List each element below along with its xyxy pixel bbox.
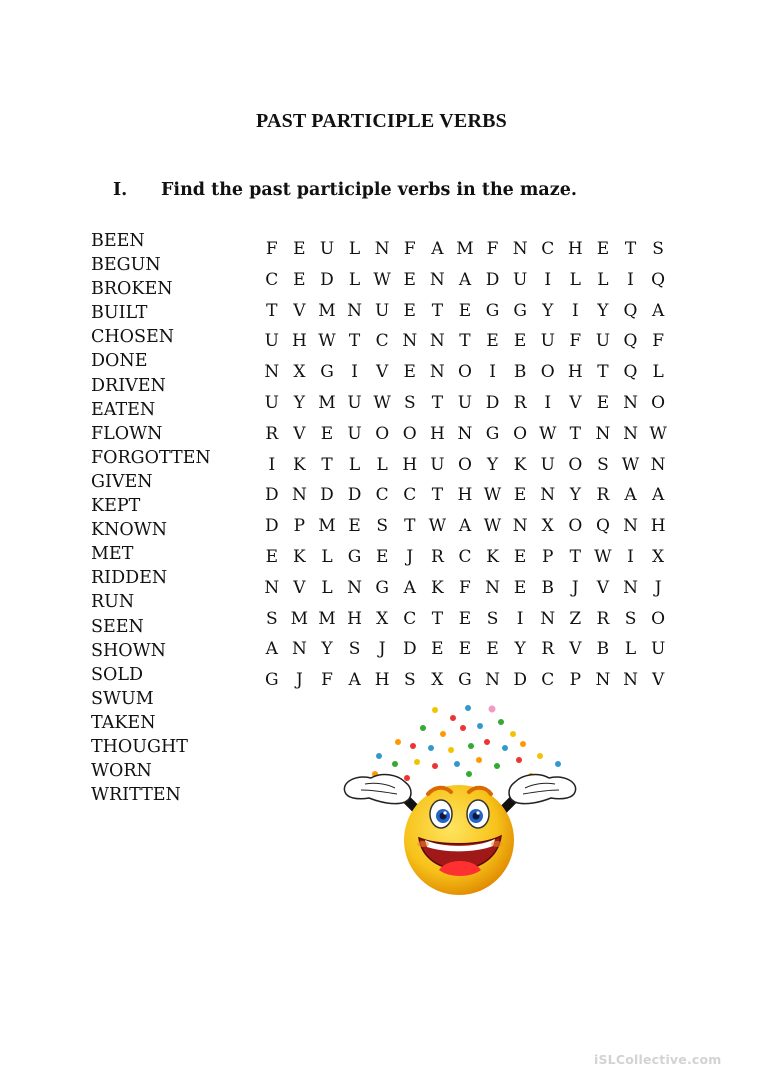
grid-letter: G <box>375 577 389 598</box>
grid-letter: V <box>596 577 610 598</box>
word-list-item: FORGOTTEN <box>91 447 211 468</box>
grid-letter: G <box>485 423 500 444</box>
word-list-item: MET <box>91 544 134 565</box>
grid-letter: N <box>623 670 638 691</box>
word-list-item: RIDDEN <box>91 568 168 589</box>
grid-letter: V <box>293 300 306 321</box>
grid-letter: W <box>594 546 612 567</box>
grid-letter: W <box>373 269 391 290</box>
grid-letter: T <box>597 362 609 383</box>
word-list-item: CHOSEN <box>91 327 175 348</box>
grid-letter: B <box>596 639 610 660</box>
grid-letter: A <box>348 670 361 691</box>
grid-letter: T <box>348 331 361 352</box>
grid-letter: G <box>320 362 334 383</box>
grid-letter: T <box>569 423 581 444</box>
grid-letter: M <box>290 608 309 629</box>
word-list-item: KEPT <box>91 496 141 517</box>
grid-letter: N <box>540 608 556 629</box>
grid-letter: H <box>567 239 583 259</box>
grid-letter: E <box>513 546 527 567</box>
grid-letter: O <box>513 423 528 444</box>
grid-letter: H <box>650 516 666 537</box>
grid-letter: V <box>569 639 582 660</box>
grid-letter: S <box>403 670 416 691</box>
word-list-item: FLOWN <box>91 423 163 444</box>
grid-letter: E <box>486 639 499 660</box>
grid-letter: E <box>513 577 527 598</box>
grid-letter: N <box>374 239 390 259</box>
grid-letter: O <box>375 423 390 444</box>
grid-letter: I <box>544 269 552 290</box>
grid-letter: O <box>402 423 417 444</box>
grid-letter: G <box>513 300 527 321</box>
grid-letter: Q <box>623 331 638 352</box>
grid-letter: C <box>265 269 279 290</box>
grid-letter: O <box>651 608 666 629</box>
grid-letter: R <box>513 392 527 413</box>
grid-letter: L <box>376 454 388 475</box>
grid-letter: Y <box>569 485 581 506</box>
grid-letter: E <box>458 608 472 629</box>
grid-letter: D <box>513 670 527 691</box>
grid-letter: A <box>431 239 444 259</box>
grid-letter: V <box>293 423 306 444</box>
grid-letter: K <box>431 577 444 598</box>
grid-letter: O <box>540 362 555 383</box>
word-list-item: BUILT <box>91 303 148 324</box>
grid-letter: A <box>265 639 278 660</box>
grid-letter: N <box>623 577 638 598</box>
word-list-item: WRITTEN <box>91 785 181 806</box>
grid-letter: U <box>512 269 528 290</box>
grid-letter: H <box>429 423 445 444</box>
word-search-grid <box>258 234 672 696</box>
grid-letter: B <box>541 577 554 598</box>
grid-letter: T <box>321 454 333 475</box>
grid-letter: N <box>291 485 307 506</box>
word-list <box>91 229 211 807</box>
grid-letter: E <box>513 485 527 506</box>
grid-letter: D <box>347 485 362 506</box>
grid-letter: U <box>264 392 279 413</box>
grid-letter: L <box>348 454 361 475</box>
grid-letter: L <box>348 239 361 259</box>
grid-letter: U <box>457 392 473 413</box>
grid-letter: C <box>541 670 555 691</box>
grid-letter: N <box>429 269 445 290</box>
page-title: PAST PARTICIPLE VERBS <box>256 110 507 132</box>
grid-letter: U <box>375 300 390 321</box>
grid-letter: F <box>569 331 582 352</box>
grid-letter: G <box>265 670 279 691</box>
grid-letter: W <box>483 516 502 537</box>
grid-letter: N <box>264 362 280 383</box>
grid-letter: E <box>458 300 472 321</box>
grid-letter: S <box>652 239 664 259</box>
grid-letter: T <box>569 546 581 567</box>
grid-letter: U <box>650 639 666 660</box>
grid-letter: T <box>431 485 444 506</box>
grid-letter: G <box>347 546 362 567</box>
grid-letter: P <box>569 670 582 691</box>
grid-letter: W <box>373 392 391 413</box>
grid-letter: W <box>538 423 557 444</box>
grid-letter: K <box>293 454 306 475</box>
grid-letter: I <box>268 454 276 475</box>
grid-letter: X <box>431 670 444 691</box>
grid-letter: C <box>458 546 472 567</box>
grid-letter: F <box>486 239 499 259</box>
grid-letter: Y <box>597 300 609 321</box>
grid-letter: X <box>652 546 665 567</box>
grid-letter: V <box>376 362 389 383</box>
grid-letter: Q <box>623 362 638 383</box>
grid-letter: W <box>649 423 667 444</box>
grid-letter: Y <box>293 392 305 413</box>
grid-letter: C <box>375 331 389 352</box>
grid-letter: J <box>406 546 414 567</box>
grid-letter: H <box>347 608 362 629</box>
grid-letter: J <box>654 577 662 598</box>
grid-letter: U <box>540 454 555 475</box>
smiley-face-icon <box>335 698 585 898</box>
grid-letter: W <box>483 485 502 506</box>
grid-letter: R <box>541 639 555 660</box>
grid-letter: N <box>512 239 528 259</box>
grid-letter: S <box>486 608 499 629</box>
grid-letter: S <box>376 516 388 537</box>
grid-letter: T <box>404 516 416 537</box>
grid-letter: F <box>652 331 664 352</box>
grid-letter: H <box>457 485 473 506</box>
grid-letter: M <box>318 392 336 413</box>
grid-letter: D <box>402 639 417 660</box>
grid-letter: E <box>265 546 278 567</box>
grid-letter: O <box>651 392 666 413</box>
word-list-item: DRIVEN <box>91 375 166 396</box>
grid-letter: E <box>403 269 416 290</box>
grid-letter: D <box>485 392 500 413</box>
grid-letter: V <box>569 392 582 413</box>
grid-letter: F <box>459 577 471 598</box>
grid-letter: O <box>457 362 472 383</box>
grid-letter: N <box>429 331 445 352</box>
grid-letter: T <box>431 300 444 321</box>
word-list-item: SWUM <box>91 688 154 709</box>
grid-letter: G <box>458 670 472 691</box>
grid-letter: L <box>348 269 361 290</box>
grid-letter: N <box>595 670 611 691</box>
word-list-item: SEEN <box>91 616 144 637</box>
grid-letter: H <box>291 331 307 352</box>
left-glove-icon <box>344 775 423 816</box>
grid-letter: N <box>623 392 638 413</box>
grid-letter: F <box>321 670 333 691</box>
word-list-item: WORN <box>91 761 152 782</box>
grid-letter: Q <box>623 300 638 321</box>
grid-letter: Y <box>321 639 333 660</box>
grid-letter: S <box>348 639 361 660</box>
grid-letter: D <box>320 485 334 506</box>
grid-letter: S <box>624 608 637 629</box>
grid-letter: A <box>651 485 665 506</box>
grid-letter: U <box>540 331 555 352</box>
grid-letter: V <box>651 670 665 691</box>
grid-letter: E <box>293 239 306 259</box>
grid-letter: A <box>624 485 637 506</box>
grid-letter: W <box>428 516 447 537</box>
grid-letter: Y <box>514 639 526 660</box>
grid-letter: E <box>458 639 472 660</box>
word-list-item: BEGUN <box>91 255 161 276</box>
grid-letter: U <box>347 423 362 444</box>
grid-letter: K <box>486 546 499 567</box>
grid-letter: O <box>457 454 472 475</box>
grid-letter: Q <box>651 269 666 290</box>
grid-letter: N <box>595 423 611 444</box>
grid-letter: S <box>265 608 278 629</box>
grid-letter: I <box>627 546 634 567</box>
word-list-item: BROKEN <box>91 279 173 300</box>
grid-letter: W <box>318 331 336 352</box>
grid-letter: I <box>516 608 524 629</box>
grid-letter: K <box>293 546 306 567</box>
word-list-item: DONE <box>91 351 148 372</box>
grid-letter: L <box>321 577 333 598</box>
grid-letter: L <box>597 269 609 290</box>
word-list-item: GIVEN <box>91 471 153 492</box>
grid-letter: U <box>319 239 335 259</box>
grid-letter: I <box>351 362 358 383</box>
grid-letter: J <box>378 639 386 660</box>
grid-letter: N <box>485 577 500 598</box>
grid-letter: E <box>403 300 416 321</box>
grid-letter: E <box>431 639 444 660</box>
grid-letter: A <box>403 577 416 598</box>
right-glove-icon <box>497 775 576 816</box>
grid-letter: U <box>347 392 362 413</box>
grid-letter: E <box>596 392 610 413</box>
grid-letter: L <box>624 639 637 660</box>
grid-letter: H <box>374 670 390 691</box>
grid-letter: T <box>266 300 278 321</box>
grid-letter: M <box>318 300 336 321</box>
grid-letter: E <box>375 546 389 567</box>
grid-letter: O <box>568 454 583 475</box>
grid-letter: N <box>457 423 473 444</box>
grid-letter: N <box>264 577 280 598</box>
grid-letter: P <box>293 516 306 537</box>
grid-letter: N <box>540 485 556 506</box>
grid-letter: R <box>265 423 279 444</box>
grid-letter: H <box>402 454 418 475</box>
grid-letter: D <box>264 485 279 506</box>
confetti-icon <box>372 705 561 781</box>
grid-letter: T <box>459 331 471 352</box>
grid-letter: R <box>596 608 610 629</box>
grid-letter: D <box>320 269 334 290</box>
grid-letter: N <box>623 516 638 537</box>
grid-letter: E <box>486 331 499 352</box>
word-list-item: SOLD <box>91 664 143 685</box>
grid-letter: B <box>513 362 527 383</box>
grid-letter: U <box>264 331 279 352</box>
grid-letter: U <box>595 331 611 352</box>
grid-letter: T <box>431 608 444 629</box>
word-list-item: KNOWN <box>91 520 168 541</box>
grid-letter: K <box>513 454 527 475</box>
grid-letter: N <box>623 423 638 444</box>
word-list-item: THOUGHT <box>91 736 188 757</box>
grid-letter: Q <box>595 516 610 537</box>
grid-letter: X <box>541 516 554 537</box>
grid-letter: T <box>624 239 637 259</box>
grid-letter: D <box>264 516 279 537</box>
watermark: iSLCollective.com <box>594 1052 722 1067</box>
instruction <box>113 180 577 200</box>
grid-letter: Z <box>569 608 582 629</box>
grid-letter: O <box>568 516 583 537</box>
grid-letter: A <box>651 300 665 321</box>
grid-letter: N <box>485 670 500 691</box>
grid-letter: I <box>489 362 496 383</box>
grid-letter: L <box>652 362 664 383</box>
grid-letter: F <box>403 239 416 259</box>
grid-letter: L <box>321 546 333 567</box>
grid-letter: U <box>430 454 445 475</box>
grid-letter: I <box>544 392 552 413</box>
grid-letter: J <box>571 577 579 598</box>
grid-letter: N <box>650 454 666 475</box>
word-list-item: TAKEN <box>91 712 156 733</box>
grid-letter: N <box>347 300 363 321</box>
word-list-item: SHOWN <box>91 640 166 661</box>
grid-letter: L <box>569 269 581 290</box>
instruction-text: Find the past participle verbs in the maze. <box>161 180 577 200</box>
grid-letter: Y <box>486 454 499 475</box>
grid-letter: N <box>347 577 363 598</box>
grid-letter: E <box>320 423 334 444</box>
grid-letter: E <box>293 269 306 290</box>
grid-letter: J <box>295 670 303 691</box>
grid-letter: W <box>621 454 640 475</box>
grid-letter: V <box>293 577 306 598</box>
grid-letter: I <box>627 269 634 290</box>
grid-letter: C <box>403 608 417 629</box>
grid-letter: C <box>541 239 555 259</box>
grid-letter: C <box>403 485 417 506</box>
grid-letter: P <box>542 546 554 567</box>
grid-letter: G <box>485 300 500 321</box>
grid-letter: Y <box>542 300 554 321</box>
grid-letter: X <box>293 362 306 383</box>
grid-letter: M <box>318 516 336 537</box>
word-list-item: EATEN <box>91 399 156 420</box>
grid-letter: T <box>431 392 444 413</box>
grid-letter: E <box>513 331 527 352</box>
grid-letter: I <box>571 300 579 321</box>
grid-letter: D <box>485 269 500 290</box>
grid-letter: E <box>596 239 610 259</box>
grid-letter: R <box>596 485 610 506</box>
grid-letter: F <box>265 239 278 259</box>
grid-letter: E <box>403 362 416 383</box>
grid-letter: X <box>376 608 389 629</box>
grid-letter: M <box>318 608 336 629</box>
grid-letter: R <box>430 546 444 567</box>
grid-letter: E <box>348 516 361 537</box>
grid-letter: N <box>291 639 307 660</box>
grid-letter: N <box>429 362 445 383</box>
grid-letter: H <box>567 362 583 383</box>
instruction-number: I. <box>113 180 128 200</box>
word-list-item: BEEN <box>91 231 145 251</box>
grid-letter: N <box>402 331 418 352</box>
grid-letter: S <box>597 454 609 475</box>
grid-letter: N <box>512 516 528 537</box>
grid-letter: A <box>458 269 472 290</box>
grid-letter: C <box>375 485 389 506</box>
word-list-item: RUN <box>91 592 135 613</box>
grid-letter: A <box>458 516 472 537</box>
grid-letter: M <box>456 239 474 259</box>
grid-letter: S <box>403 392 416 413</box>
